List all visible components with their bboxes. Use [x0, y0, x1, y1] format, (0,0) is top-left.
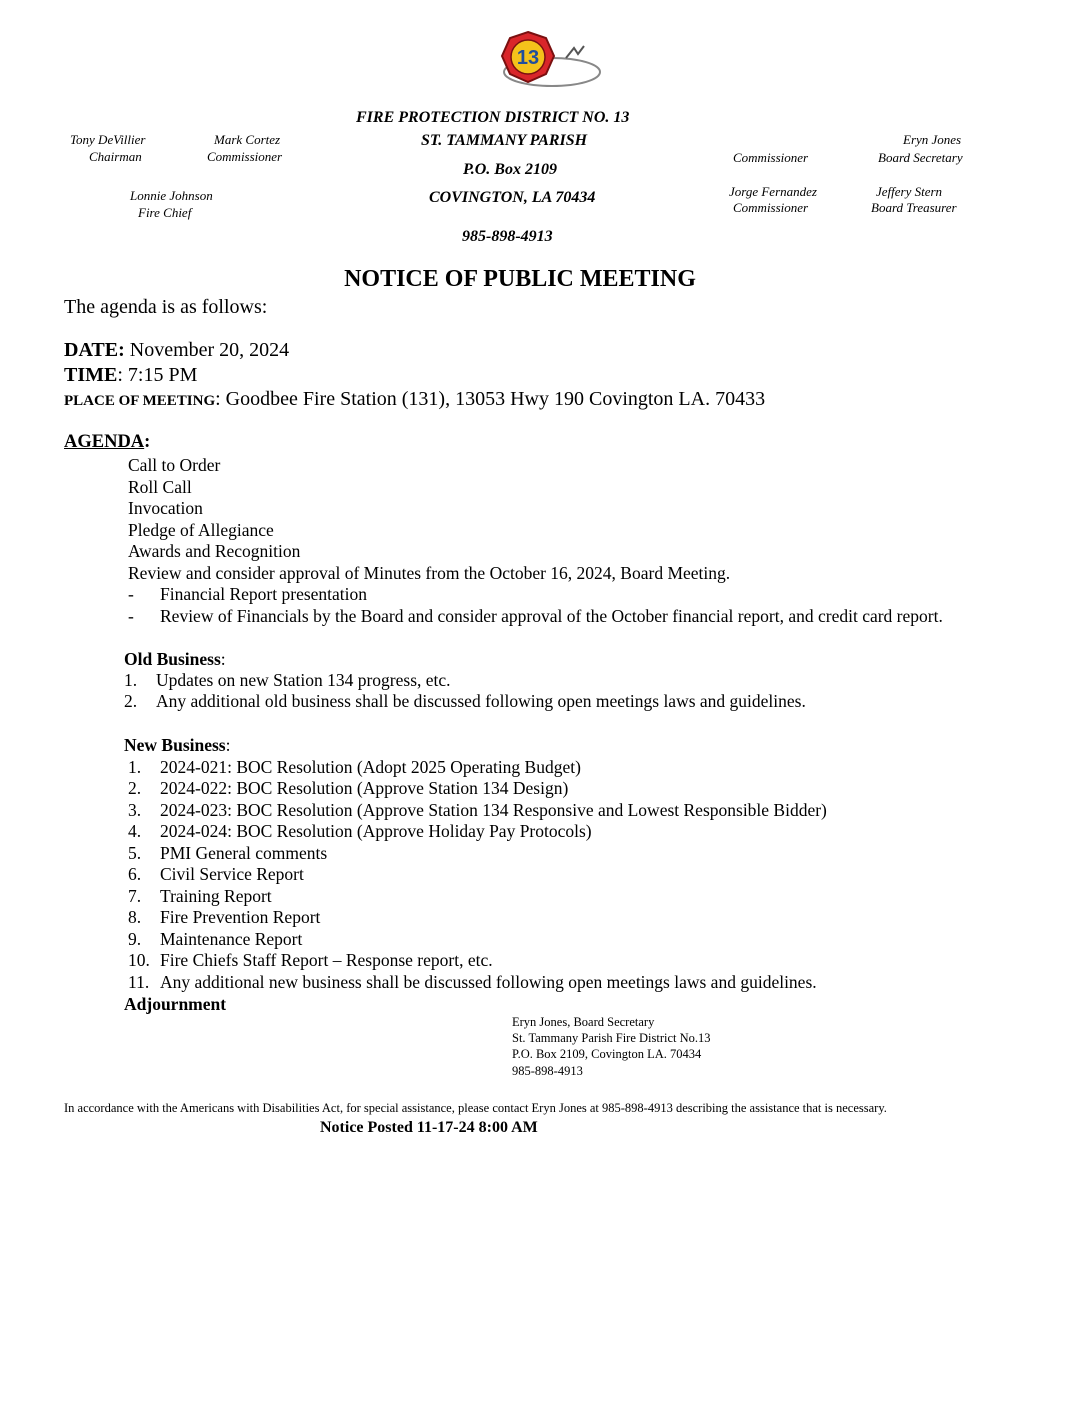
time-line: [64, 364, 197, 387]
notice-posted: Notice Posted 11-17-24 8:00 AM: [320, 1119, 538, 1136]
right-person-role: Commissioner: [733, 150, 809, 165]
list-number: 9.: [128, 929, 142, 949]
new-business-item: 2024-021: BOC Resolution (Adopt 2025 Operating Budget): [160, 757, 581, 777]
agenda-subitem: Review of Financials by the Board and consider approval of the October financial report, and credit card report.: [160, 606, 943, 626]
new-business-heading: [124, 735, 231, 756]
agenda-heading: [64, 432, 150, 453]
new-business-item: Maintenance Report: [160, 929, 303, 949]
logo-number: 13: [516, 47, 540, 69]
left-person-role: Fire Chief: [138, 205, 192, 220]
new-business-item: Training Report: [160, 886, 272, 906]
date-value: November 20, 2024: [124, 339, 290, 361]
agenda-item: Awards and Recognition: [128, 541, 301, 561]
left-person-name: Lonnie Johnson: [130, 188, 213, 203]
org-line1: FIRE PROTECTION DISTRICT NO. 13: [356, 109, 630, 126]
agenda-item: Pledge of Allegiance: [128, 520, 274, 540]
signature-line: St. Tammany Parish Fire District No.13: [512, 1031, 711, 1045]
right-person-name: Eryn Jones: [903, 132, 962, 147]
list-number: 2.: [124, 691, 138, 711]
agenda-item: Roll Call: [128, 477, 192, 497]
list-number: 3.: [128, 800, 142, 820]
adjournment: Adjournment: [124, 994, 227, 1014]
new-business-label: New Business: [124, 735, 226, 755]
agenda-subitem: Financial Report presentation: [160, 584, 368, 604]
intro-text: The agenda is as follows:: [64, 296, 268, 318]
org-line2: ST. TAMMANY PARISH: [421, 132, 588, 149]
page-title: NOTICE OF PUBLIC MEETING: [344, 266, 696, 292]
dash-bullet: -: [128, 606, 134, 626]
right-person-name: Jeffery Stern: [876, 184, 943, 199]
new-business-item: Any additional new business shall be discussed following open meetings laws and guidelines.: [160, 972, 817, 992]
new-business-item: 2024-023: BOC Resolution (Approve Station 134 Responsive and Lowest Responsible Bidder): [160, 800, 827, 820]
old-business-heading: [124, 649, 226, 670]
right-person-role: Board Treasurer: [871, 200, 957, 215]
time-value: : 7:15 PM: [117, 364, 198, 386]
old-business-item: Updates on new Station 134 progress, etc.: [156, 670, 451, 690]
agenda-label: AGENDA: [64, 432, 145, 452]
new-business-item: Fire Prevention Report: [160, 907, 321, 927]
new-business-item: Fire Chiefs Staff Report – Response report, etc.: [160, 950, 493, 970]
list-number: 2.: [128, 778, 142, 798]
date-line: [64, 339, 289, 362]
new-business-item: 2024-024: BOC Resolution (Approve Holiday Pay Protocols): [160, 821, 592, 841]
list-number: 11.: [128, 972, 150, 992]
old-business-label: Old Business: [124, 649, 221, 669]
po-box: P.O. Box 2109: [463, 161, 557, 178]
list-number: 8.: [128, 907, 142, 927]
list-number: 6.: [128, 864, 142, 884]
list-number: 5.: [128, 843, 142, 863]
new-business-item: PMI General comments: [160, 843, 328, 863]
agenda-item: Call to Order: [128, 455, 221, 475]
left-person-name: Tony DeVillier: [70, 132, 146, 147]
phone-line: 985-898-4913: [462, 228, 553, 245]
ada-notice: In accordance with the Americans with Disabilities Act, for special assistance, please contact Eryn Jones at 985-898-4913 describing the assistance that is necessary.: [64, 1101, 887, 1115]
list-number: 1.: [124, 670, 138, 690]
list-number: 10.: [128, 950, 150, 970]
place-value: : Goodbee Fire Station (131), 13053 Hwy 190 Covington LA. 70433: [215, 388, 766, 410]
agenda-item: Invocation: [128, 498, 203, 518]
time-label: TIME: [64, 364, 118, 386]
place-line: [64, 388, 765, 411]
left-person-name: Mark Cortez: [214, 132, 281, 147]
new-business-item: Civil Service Report: [160, 864, 304, 884]
signature-line: 985-898-4913: [512, 1064, 583, 1078]
right-person-role: Commissioner: [733, 200, 809, 215]
fire-district-logo: [480, 28, 608, 104]
agenda-item: Review and consider approval of Minutes from the October 16, 2024, Board Meeting.: [128, 563, 731, 583]
dash-bullet: -: [128, 584, 134, 604]
old-business-colon: :: [220, 649, 226, 669]
logo-tool-icon: [566, 46, 584, 58]
place-label: PLACE OF MEETING: [64, 393, 216, 409]
date-label: DATE:: [64, 339, 125, 361]
agenda-colon: :: [144, 432, 151, 452]
signature-line: P.O. Box 2109, Covington LA. 70434: [512, 1047, 702, 1061]
right-person-role: Board Secretary: [878, 150, 963, 165]
city-line: COVINGTON, LA 70434: [429, 189, 596, 206]
list-number: 7.: [128, 886, 142, 906]
new-business-item: 2024-022: BOC Resolution (Approve Station 134 Design): [160, 778, 569, 798]
new-business-colon: :: [225, 735, 231, 755]
right-person-name: Jorge Fernandez: [729, 184, 817, 199]
left-person-role: Commissioner: [207, 149, 283, 164]
left-person-role: Chairman: [89, 149, 142, 164]
signature-line: Eryn Jones, Board Secretary: [512, 1015, 655, 1029]
list-number: 1.: [128, 757, 142, 777]
list-number: 4.: [128, 821, 142, 841]
old-business-item: Any additional old business shall be discussed following open meetings laws and guidelines.: [156, 691, 806, 711]
